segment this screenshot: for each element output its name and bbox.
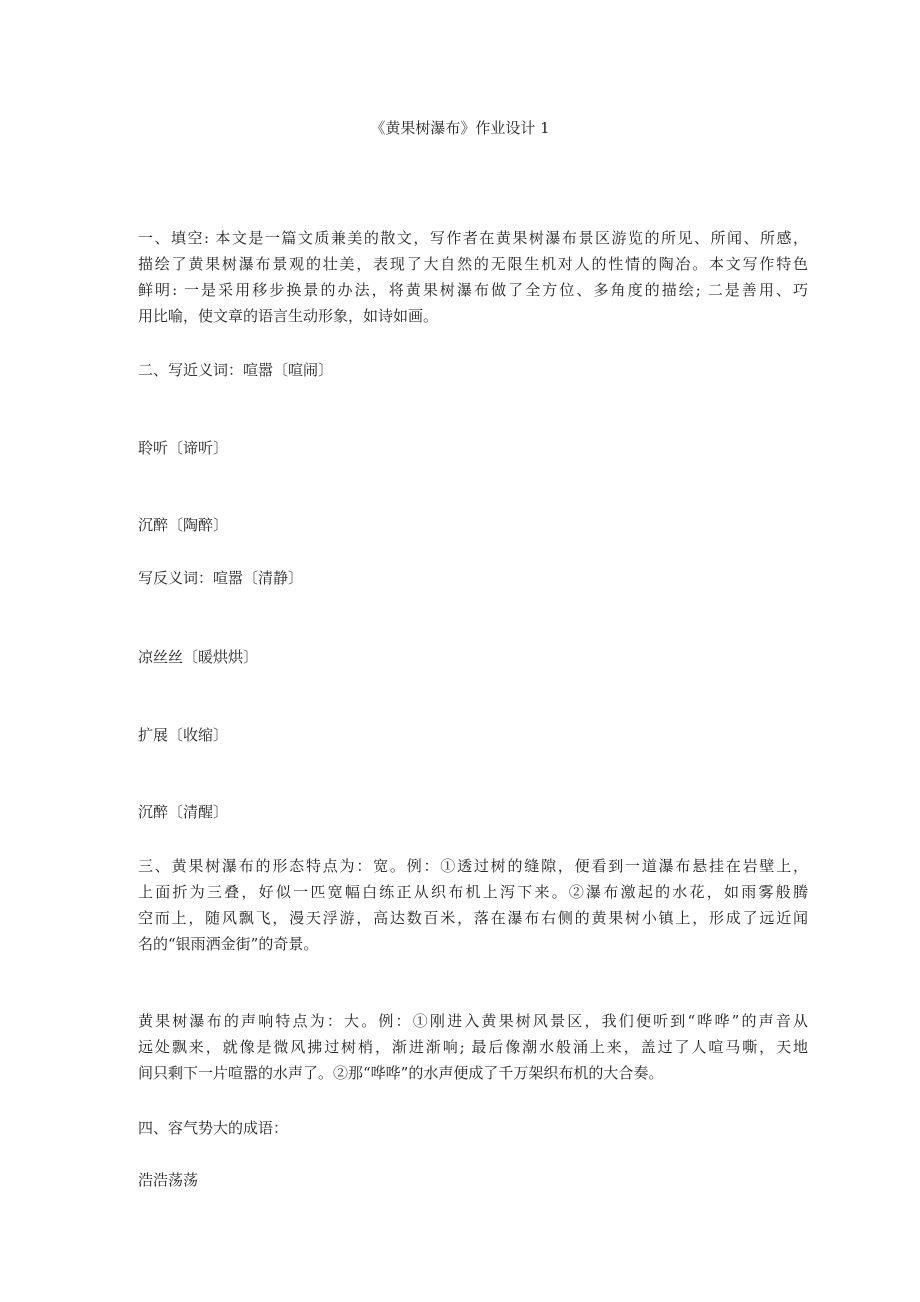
text-line: 空而上，随风飘飞，漫天浮游，高达数百米，落在瀑布右侧的黄果树小镇上，形成了远近闻 bbox=[138, 909, 808, 927]
text-line: 四、容气势大的成语： bbox=[138, 1119, 289, 1137]
paragraph-synonym-2 bbox=[138, 512, 808, 538]
paragraph-shape-features bbox=[138, 853, 808, 957]
text-line: 浩浩荡荡 bbox=[138, 1171, 199, 1189]
paragraph-antonym-1 bbox=[138, 644, 808, 670]
paragraph-antonym-2 bbox=[138, 722, 808, 748]
text-line: 用比喻，使文章的语言生动形象，如诗如画。 bbox=[138, 307, 439, 325]
text-line: 鲜明: 一是采用移步换景的办法，将黄果树瀑布做了全方位、多角度的描绘; 二是善用、巧 bbox=[138, 281, 808, 299]
text-line: 二、写近义词：喧嚣〔喧闹〕 bbox=[138, 361, 334, 379]
text-line: 聆听〔谛听〕 bbox=[138, 439, 229, 457]
text-line: 名的“银雨洒金街”的奇景。 bbox=[138, 935, 319, 953]
paragraph-synonyms-heading bbox=[138, 357, 808, 383]
text-line: 黄果树瀑布的声响特点为：大。例：①刚进入黄果树风景区，我们便听到“哗哗”的声音从 bbox=[138, 1012, 808, 1030]
text-line: 间只剩下一片喧嚣的水声了。②那“哗哗”的水声便成了千万架织布机的大合奏。 bbox=[138, 1064, 664, 1082]
text-line: 上面折为三叠，好似一匹宽幅白练正从织布机上泻下来。②瀑布激起的水花，如雨雾般腾 bbox=[138, 883, 808, 901]
paragraph-idiom-1 bbox=[138, 1167, 808, 1193]
paragraph-antonyms-heading bbox=[138, 565, 808, 591]
text-line: 远处飘来，就像是微风拂过树梢，渐进渐响; 最后像潮水般涌上来，盖过了人喧马嘶，天地 bbox=[138, 1038, 808, 1056]
paragraph-sound-features bbox=[138, 1008, 808, 1086]
text-line: 写反义词：喧嚣〔清静〕 bbox=[138, 569, 304, 587]
paragraph-synonym-1 bbox=[138, 435, 808, 461]
paragraph-fill-in-blank bbox=[138, 225, 808, 329]
text-line: 凉丝丝〔暖烘烘〕 bbox=[138, 648, 259, 666]
paragraph-antonym-3 bbox=[138, 799, 808, 825]
text-line: 一、填空: 本文是一篇文质兼美的散文，写作者在黄果树瀑布景区游览的所见、所闻、所感， bbox=[138, 229, 808, 247]
text-line: 描绘了黄果树瀑布景观的壮美，表现了大自然的无限生机对人的性情的陶冶。本文写作特色 bbox=[138, 255, 808, 273]
paragraph-idioms-heading bbox=[138, 1115, 808, 1141]
document-title: 《黄果树瀑布》作业设计 1 bbox=[370, 119, 550, 137]
text-line: 沉醉〔清醒〕 bbox=[138, 803, 229, 821]
text-line: 沉醉〔陶醉〕 bbox=[138, 516, 229, 534]
text-line: 三、黄果树瀑布的形态特点为：宽。例：①透过树的缝隙，便看到一道瀑布悬挂在岩壁上， bbox=[138, 857, 808, 875]
text-line: 扩展〔收缩〕 bbox=[138, 726, 229, 744]
